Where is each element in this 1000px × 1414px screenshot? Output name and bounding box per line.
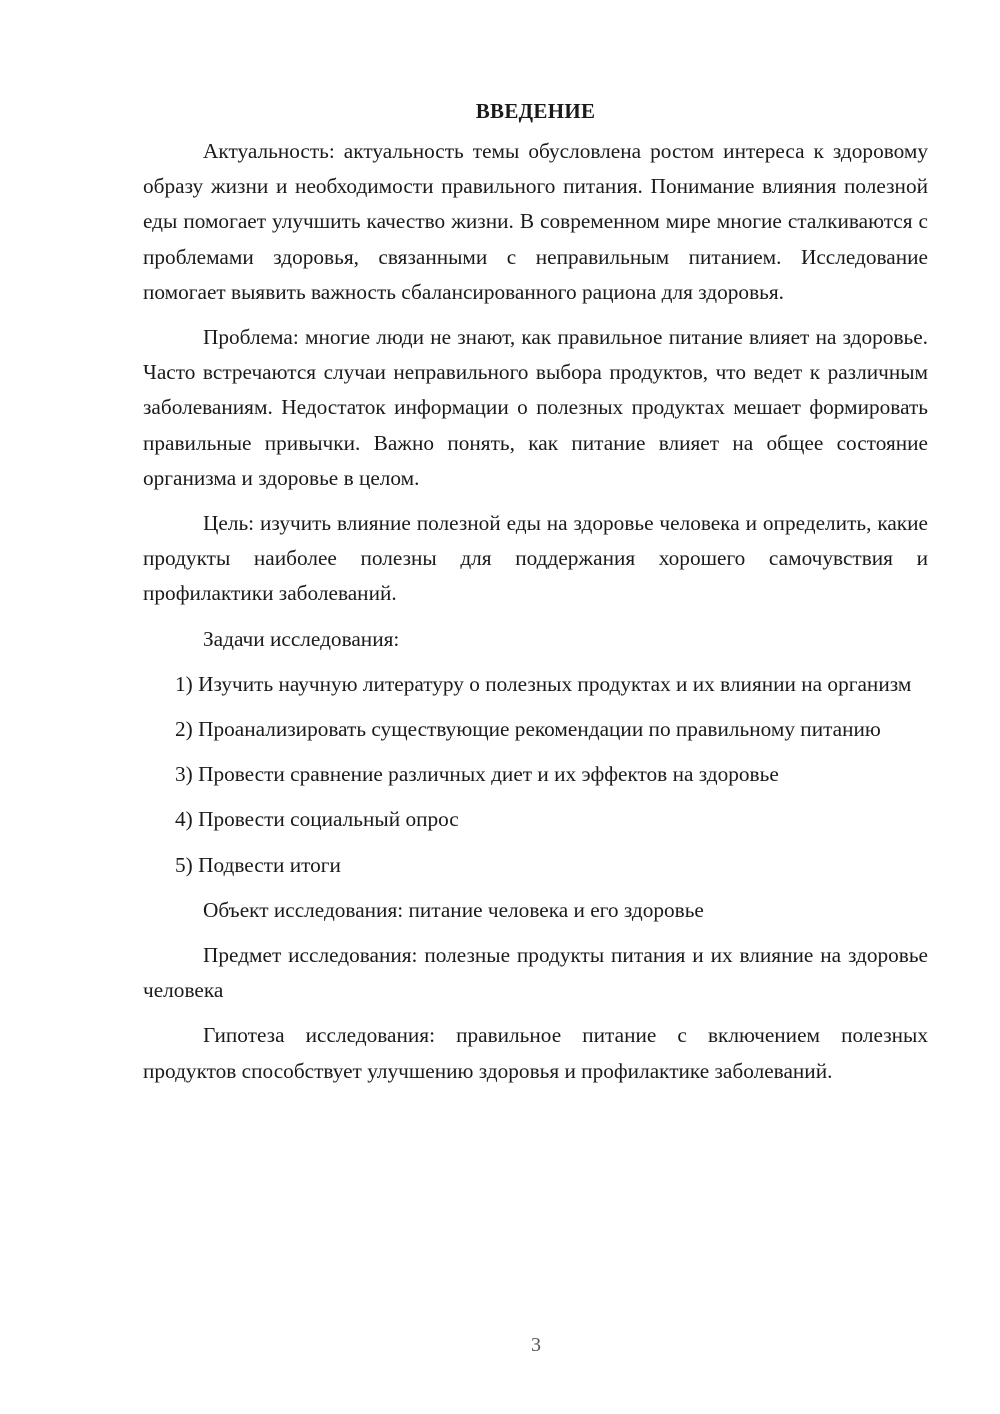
list-item-task-2: 2) Проанализировать существующие рекомендации по правильному питанию <box>175 717 881 742</box>
page-title: ВВЕДЕНИЕ <box>475 99 596 123</box>
list-item-task-5: 5) Подвести итоги <box>175 852 341 877</box>
tasks-heading: Задачи исследования: <box>203 626 400 651</box>
list-item-task-1: 1) Изучить научную литературу о полезных продуктах и их влиянии на организм <box>175 671 912 696</box>
paragraph-hypothesis: Гипотеза исследования: правильное питание с включением полезных продуктов способствует улучшению здоровья и профилактике заболеваний. <box>143 1023 928 1083</box>
page-number: 3 <box>531 1334 541 1356</box>
paragraph-problem: Проблема: многие люди не знают, как правильное питание влияет на здоровье. Часто встречаются случаи неправильного выбора продуктов, что ведет к различным заболеваниям. Недостаток информации о полезных продуктах мешает формировать правильные привычки. Важно понять, как питание влияет на общее состояние организма и здоровье в целом. <box>143 325 928 490</box>
list-item-task-4: 4) Провести социальный опрос <box>175 807 459 832</box>
paragraph-goal: Цель: изучить влияние полезной еды на здоровье человека и определить, какие продукты наиболее полезны для поддержания хорошего самочувствия и профилактики заболеваний. <box>143 511 928 606</box>
document-page <box>143 96 928 1099</box>
paragraph-relevance: Актуальность: актуальность темы обусловлена ростом интереса к здоровому образу жизни и необходимости правильного питания. Понимание влияния полезной еды помогает улучшить качество жизни. В современном мире многие сталкиваются с проблемами здоровья, связанными с неправильным питанием. Исследование помогает выявить важность сбалансированного рациона для здоровья. <box>143 139 928 304</box>
list-item-task-3: 3) Провести сравнение различных диет и их эффектов на здоровье <box>175 762 779 787</box>
paragraph-object: Объект исследования: питание человека и его здоровье <box>203 897 704 922</box>
paragraph-subject: Предмет исследования: полезные продукты питания и их влияние на здоровье человека <box>143 943 928 1003</box>
